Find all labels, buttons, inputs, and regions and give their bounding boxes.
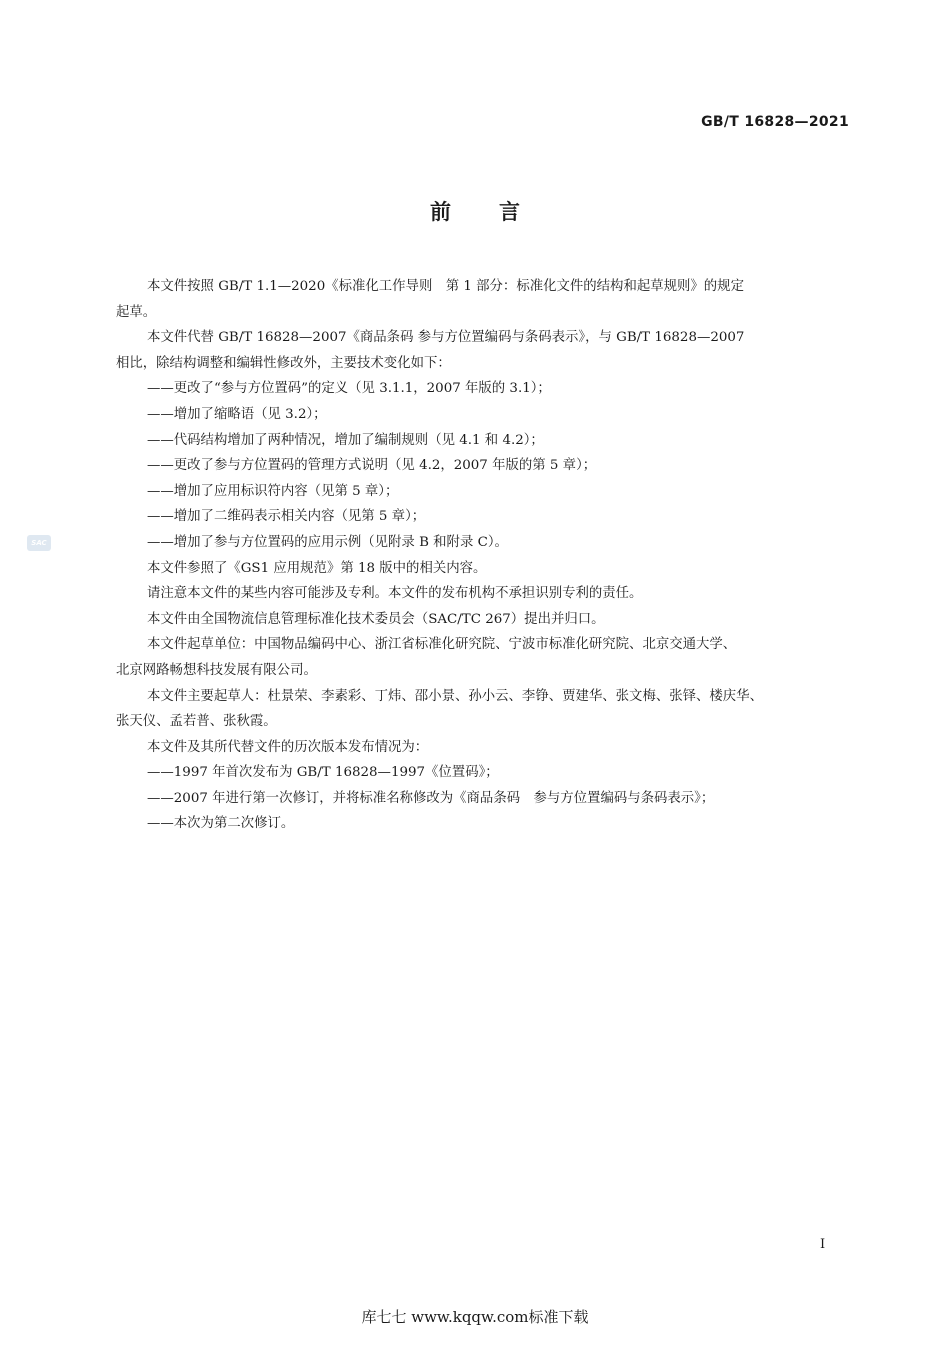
paragraph-drafting-basis: 本文件按照 GB/T 1.1—2020《标准化工作导则 第 1 部分：标准化文件的结构和起草规则》的规定	[147, 279, 744, 294]
paragraph-drafters-cont: 张天仪、孟若普、张秋霞。	[116, 714, 277, 730]
paragraph-reference: 本文件参照了《GS1 应用规范》第 18 版中的相关内容。	[147, 560, 487, 576]
paragraph-drafting-basis-cont: 起草。	[116, 304, 157, 320]
paragraph-replaces: 本文件代替 GB/T 16828—2007《商品条码 参与方位置编码与条码表示》，与 GB/T 16828—2007	[147, 330, 745, 346]
change-item: ——代码结构增加了两种情况，增加了编制规则（见 4.1 和 4.2）；	[147, 432, 544, 448]
standard-number: GB/T 16828—2021	[701, 114, 849, 130]
page-title: 前言	[430, 200, 568, 224]
paragraph-drafters: 本文件主要起草人：杜景荣、李素彩、丁炜、邵小景、孙小云、李铮、贾建华、张文梅、张铎、楼庆华、	[147, 688, 763, 704]
sac-watermark-logo: SAC	[27, 535, 51, 551]
change-item: ——增加了应用标识符内容（见第 5 章）；	[147, 483, 399, 499]
paragraph-history: 本文件及其所代替文件的历次版本发布情况为：	[147, 739, 429, 755]
paragraph-replaces-cont: 相比，除结构调整和编辑性修改外，主要技术变化如下：	[116, 355, 451, 371]
change-item: ——更改了“参与方位置码”的定义（见 3.1.1，2007 年版的 3.1）；	[147, 381, 551, 397]
paragraph-drafting-units: 本文件起草单位：中国物品编码中心、浙江省标准化研究院、宁波市标准化研究院、北京交通大学、	[147, 637, 737, 653]
history-item: ——本次为第二次修订。	[147, 816, 295, 832]
download-footer: 库七七 www.kqqw.com标准下载	[361, 1308, 589, 1326]
history-item: ——2007 年进行第一次修订，并将标准名称修改为《商品条码 参与方位置编码与条码表示》；	[147, 790, 715, 806]
change-item: ——增加了参与方位置码的应用示例（见附录 B 和附录 C）。	[147, 534, 508, 550]
page-number: I	[820, 1237, 826, 1252]
paragraph-patent-notice: 请注意本文件的某些内容可能涉及专利。本文件的发布机构不承担识别专利的责任。	[147, 586, 643, 602]
change-item: ——增加了二维码表示相关内容（见第 5 章）；	[147, 509, 426, 525]
change-item: ——更改了参与方位置码的管理方式说明（见 4.2，2007 年版的第 5 章）；	[147, 458, 597, 474]
foreword-body	[116, 274, 850, 837]
paragraph-committee: 本文件由全国物流信息管理标准化技术委员会（SAC/TC 267）提出并归口。	[147, 611, 605, 627]
change-item: ——增加了缩略语（见 3.2）；	[147, 406, 327, 422]
paragraph-drafting-units-cont: 北京网路畅想科技发展有限公司。	[116, 662, 317, 678]
history-item: ——1997 年首次发布为 GB/T 16828—1997《位置码》；	[147, 765, 499, 781]
